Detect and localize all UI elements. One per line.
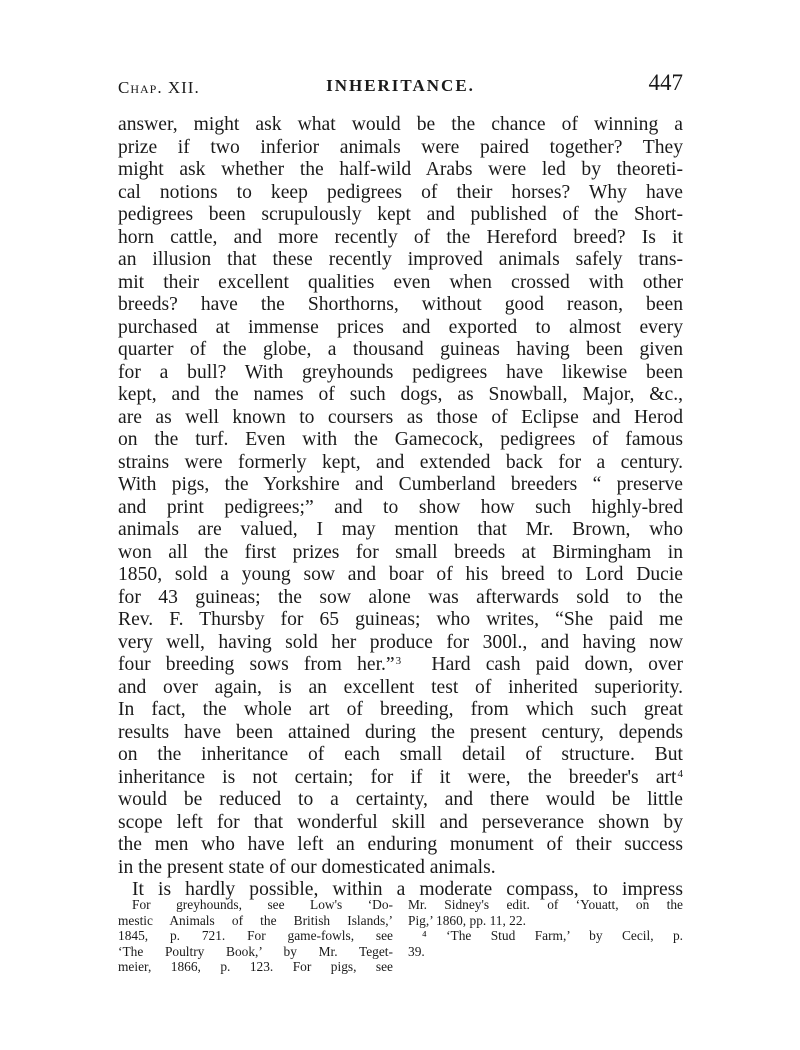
text-line: won all the first prizes for small breeds at Birmingham in [118,541,683,563]
footnote-ref-3: 3 [395,655,402,667]
text-line: for 43 guineas; the sow alone was afterwards sold to the [118,586,683,608]
text-line: In fact, the whole art of breeding, from which such great [118,699,683,720]
running-header [118,70,683,100]
text-line: cal notions to keep pedigrees of their horses? Why have [118,181,683,203]
text-line: the men who have left an enduring monument of their success [118,834,683,855]
footnote-line: Mr. Sidney's edit. of ‘Youatt, on the [408,897,683,912]
text-line: and print pedigrees;” and to show how such highly-bred [118,496,683,518]
text-line: prize if two inferior animals were paired together? They [118,136,683,158]
text-line: With pigs, the Yorkshire and Cumberland breeders “ preserve [118,474,683,495]
text-line: are as well known to coursers as those of Eclipse and Herod [118,406,683,428]
text-line-with-note [118,767,683,790]
footnote-line: mestic Animals of the British Islands,’ [118,912,393,928]
text-line: on the turf. Even with the Gamecock, pedigrees of famous [118,429,683,450]
text-line: 1850, sold a young sow and boar of his breed to Lord Ducie [118,564,683,585]
text-line: on the inheritance of each small detail of structure. But [118,744,683,765]
text-segment: inheritance is not certain; for if it were, the breeder's art [118,766,677,788]
text-line: might ask whether the half-wild Arabs were led by theoreti- [118,159,683,180]
footnote-column-right [408,897,683,959]
text-line: Rev. F. Thursby for 65 guineas; who writes, “She paid me [118,609,683,630]
footnote-line: 1845, p. 721. For game-fowls, see [118,928,393,943]
text-line: pedigrees been scrupulously kept and published of the Short- [118,204,683,225]
footnote-line: meier, 1866, p. 123. For pigs, see [118,959,393,974]
text-segment: four breeding sows from her.” [118,654,395,675]
chapter-label: Chap. XII. [118,78,200,97]
text-line: breeds? have the Shorthorns, without good reason, been [118,294,683,315]
footnote-line: For greyhounds, see Low's ‘Do- [132,897,393,912]
text-line: an illusion that these recently improved animals safely trans- [118,249,683,270]
text-line: in the present state of our domesticated animals. [118,856,496,878]
footnote-ref-4: 4 [677,767,683,780]
text-line: It is hardly possible, within a moderate compass, to impress [132,879,683,900]
body-text [118,114,683,902]
running-title: INHERITANCE. [326,76,475,95]
text-segment: Hard cash paid down, over [431,654,683,675]
text-line: scope left for that wonderful skill and perseverance shown by [118,811,683,833]
text-line: strains were formerly kept, and extended back for a century. [118,451,683,473]
text-line: very well, having sold her produce for 300l., and having now [118,631,683,653]
text-line: for a bull? With greyhounds pedigrees have likewise been [118,361,683,383]
footnotes [118,897,683,977]
text-line: would be reduced to a certainty, and there would be little [118,789,683,810]
text-line: purchased at immense prices and exported to almost every [118,316,683,338]
text-line: answer, might ask what would be the chance of winning a [118,114,683,135]
text-line: quarter of the globe, a thousand guineas having been given [118,339,683,360]
text-line: results have been attained during the present century, depends [118,721,683,743]
text-line: mit their excellent qualities even when crossed with other [118,271,683,293]
footnote-line: ‘The Poultry Book,’ by Mr. Teget- [118,943,393,959]
footnote-line: 39. [408,943,425,959]
page-number: 447 [648,70,683,95]
footnote-line: ⁴ ‘The Stud Farm,’ by Cecil, p. [422,928,683,943]
text-line-with-note [118,654,683,677]
text-line: animals are valued, I may mention that Mr. Brown, who [118,519,683,540]
text-line: and over again, is an excellent test of inherited superiority. [118,676,683,698]
footnote-column-left [118,897,393,975]
text-line: kept, and the names of such dogs, as Snowball, Major, &c., [118,384,683,405]
footnote-line: Pig,’ 1860, pp. 11, 22. [408,912,526,928]
text-line: horn cattle, and more recently of the Hereford breed? Is it [118,226,683,248]
